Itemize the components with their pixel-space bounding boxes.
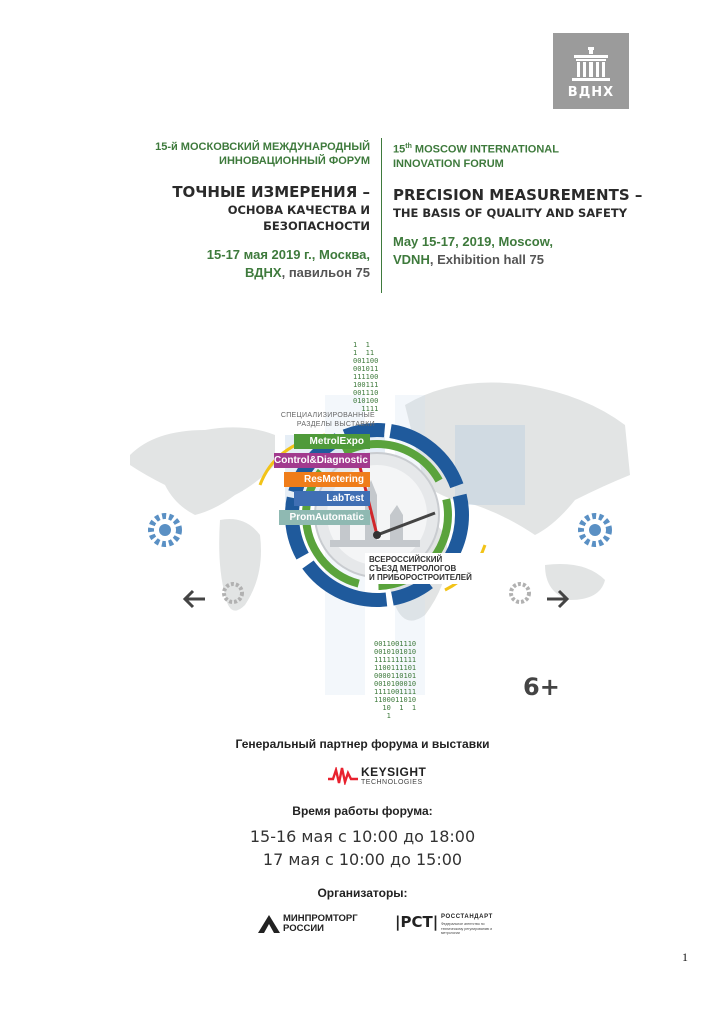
binary-code-bottom: 0011001110 0010101010 1111111111 1100111101 0000110101 0010100010 1111001111 1100011010 10 1 1 1 (374, 640, 417, 720)
rosstandart-sub: Федеральное агентство по техническому регулированию и метрологии (441, 922, 493, 935)
section-promautomatic: PromAutomatic (279, 510, 370, 525)
gear-icon (151, 516, 179, 544)
en-forum-line2: INNOVATION FORUM (393, 157, 504, 170)
header-divider (381, 138, 382, 293)
hours-title: Время работы форума: (292, 804, 433, 818)
en-date-line2 (393, 251, 653, 269)
minpromtorg-line1: МИНПРОМТОРГ (283, 913, 358, 924)
header-en (393, 140, 653, 269)
sections-list (270, 434, 370, 529)
organizers-title: Организаторы: (317, 886, 408, 900)
section-resmetering: ResMetering (284, 472, 370, 487)
rosstandart-name: РОССТАНДАРТ (441, 914, 493, 920)
logo-text: ВДНХ (567, 85, 615, 100)
en-title-line2: THE BASIS OF QUALITY AND SAFETY (393, 205, 628, 220)
sections-heading-line2: РАЗДЕЛЫ ВЫСТАВКИ (296, 421, 375, 428)
en-venue: VDNH (393, 251, 430, 267)
keysight-logo (328, 765, 448, 793)
page-number: 1 (682, 950, 688, 964)
ru-date-line2 (140, 264, 370, 282)
en-date-line1: May 15-17, 2019, Moscow, (393, 233, 553, 249)
section-control-diagnostic: Control&Diagnostic (274, 453, 370, 468)
gear-icon (581, 516, 609, 544)
gear-icon (511, 584, 529, 602)
minpromtorg-icon (258, 915, 280, 933)
hours-line2: 17 мая с 10:00 до 15:00 (262, 850, 463, 869)
keysight-wave-icon (328, 767, 358, 785)
ru-venue: ВДНХ (245, 265, 282, 280)
ru-title-line1: ТОЧНЫЕ ИЗМЕРЕНИЯ – (172, 183, 370, 201)
partner-title: Генеральный партнер форума и выставки (235, 737, 490, 751)
age-rating: 6+ (523, 673, 560, 701)
sections-heading (255, 411, 375, 429)
left-arrow-icon (185, 591, 205, 607)
congress-label: ВСЕРОССИЙСКИЙ СЪЕЗД МЕТРОЛОГОВ И ПРИБОРОСТРОИТЕЛЕЙ (365, 553, 491, 584)
header-ru (140, 140, 370, 282)
section-metrolexpo: MetrolExpo (294, 434, 370, 449)
rosstandart-logo (395, 912, 515, 938)
binary-code-top: 1 1 1 11 001100 001011 111100 100111 001110 010100 1111 (353, 341, 379, 413)
forum-graphic (125, 335, 635, 725)
pavilion-icon (568, 47, 614, 81)
ru-forum-line2: ИННОВАЦИОННЫЙ ФОРУМ (219, 155, 370, 167)
hours-line1: 15-16 мая с 10:00 до 18:00 (249, 827, 476, 846)
keysight-brand: KEYSIGHT (361, 765, 427, 779)
vdnh-logo (553, 33, 629, 109)
ru-title-line2: ОСНОВА КАЧЕСТВА И БЕЗОПАСНОСТИ (227, 203, 370, 233)
en-forum-line1: 15th MOSCOW INTERNATIONAL (393, 143, 559, 156)
ru-date-line1: 15-17 мая 2019 г., Москва, (206, 247, 370, 262)
minpromtorg-line2: РОССИИ (283, 923, 324, 934)
minpromtorg-logo (258, 913, 378, 937)
ru-hall: , павильон 75 (281, 265, 370, 280)
en-hall: , Exhibition hall 75 (429, 251, 544, 267)
rst-icon: |РСТ| (395, 913, 439, 931)
ru-forum-line1: 15-й МОСКОВСКИЙ МЕЖДУНАРОДНЫЙ (155, 141, 370, 153)
keysight-sub: TECHNOLOGIES (361, 779, 423, 786)
sections-heading-line1: СПЕЦИАЛИЗИРОВАННЫЕ (280, 412, 375, 419)
section-labtest: LabTest (294, 491, 370, 506)
en-title-line1: PRECISION MEASUREMENTS – (393, 185, 643, 204)
